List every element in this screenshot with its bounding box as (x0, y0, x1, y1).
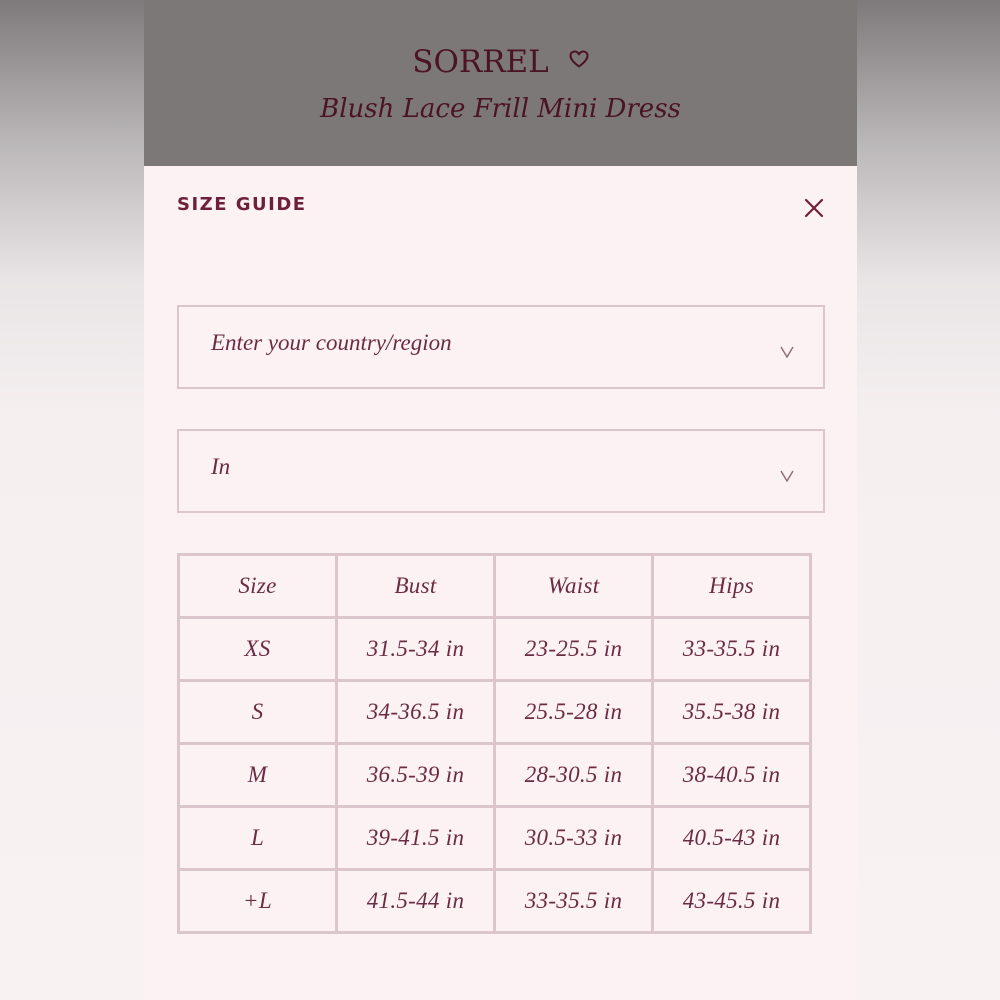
waist-cell: 33-35.5 in (495, 870, 653, 933)
waist-cell: 28-30.5 in (495, 744, 653, 807)
bust-cell: 41.5-44 in (337, 870, 495, 933)
table-row (179, 744, 811, 807)
size-cell: XS (179, 618, 337, 681)
brand-row (144, 38, 857, 82)
waist-cell: 30.5-33 in (495, 807, 653, 870)
chevron-down-icon (779, 469, 795, 481)
size-cell: M (179, 744, 337, 807)
country-region-placeholder: Enter your country/region (211, 330, 452, 355)
table-row (179, 870, 811, 933)
size-guide-title: SIZE GUIDE (177, 194, 307, 215)
size-cell: +L (179, 870, 337, 933)
bust-cell: 36.5-39 in (337, 744, 495, 807)
product-title: Blush Lace Frill Mini Dress (320, 94, 681, 124)
bust-cell: 34-36.5 in (337, 681, 495, 744)
unit-select[interactable] (177, 429, 825, 513)
heart-icon[interactable] (569, 38, 589, 78)
column-header-waist: Waist (495, 555, 653, 618)
table-row (179, 618, 811, 681)
brand-name: SORREL (412, 44, 549, 80)
column-header-hips: Hips (653, 555, 811, 618)
hips-cell: 40.5-43 in (653, 807, 811, 870)
close-button[interactable] (800, 194, 828, 222)
table-row (179, 681, 811, 744)
product-header (144, 0, 857, 166)
unit-select-value: In (211, 454, 231, 479)
table-row (179, 807, 811, 870)
hips-cell: 43-45.5 in (653, 870, 811, 933)
bust-cell: 39-41.5 in (337, 807, 495, 870)
waist-cell: 23-25.5 in (495, 618, 653, 681)
close-icon (800, 209, 828, 226)
column-header-size: Size (179, 555, 337, 618)
bust-cell: 31.5-34 in (337, 618, 495, 681)
hips-cell: 38-40.5 in (653, 744, 811, 807)
hips-cell: 33-35.5 in (653, 618, 811, 681)
size-chart-table (177, 553, 812, 934)
chevron-down-icon (779, 345, 795, 357)
table-header-row (179, 555, 811, 618)
phone-screen (144, 0, 857, 1000)
waist-cell: 25.5-28 in (495, 681, 653, 744)
column-header-bust: Bust (337, 555, 495, 618)
size-cell: L (179, 807, 337, 870)
hips-cell: 35.5-38 in (653, 681, 811, 744)
size-cell: S (179, 681, 337, 744)
country-region-select[interactable] (177, 305, 825, 389)
